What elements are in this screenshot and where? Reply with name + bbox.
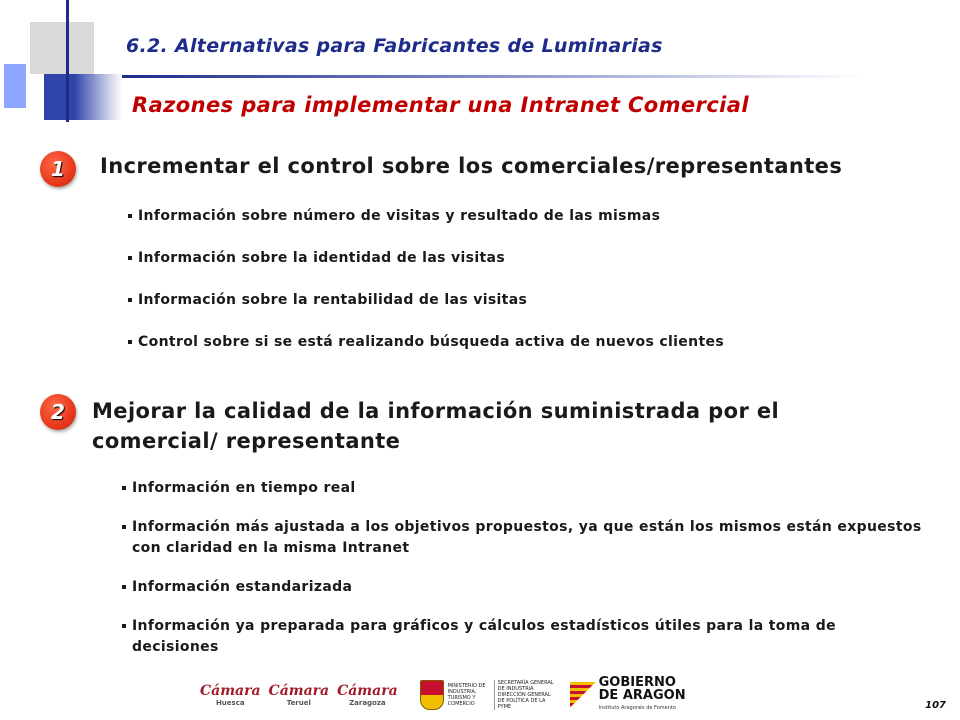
point-2-bullet-list (122, 478, 922, 676)
bullet-icon (122, 525, 126, 529)
camara-zaragoza-logo: Cámara Zaragoza (337, 682, 398, 707)
aragon-flag-icon (570, 682, 596, 708)
bullet-icon (128, 214, 132, 218)
section-title: 6.2. Alternativas para Fabricantes de Luminarias (126, 35, 663, 57)
list-item: Información en tiempo real (122, 478, 922, 499)
ministerio-text: MINISTERIO DE INDUSTRIA, TURISMO Y COMERCIO (447, 683, 486, 707)
bullet-icon (128, 298, 132, 302)
point-1-bullet-list (128, 206, 908, 374)
corner-decoration-light-blue (4, 64, 26, 108)
point-2-heading: Mejorar la calidad de la información suministrada por el comercial/ representante (92, 399, 780, 453)
corner-decoration-fade (74, 74, 122, 120)
bullet-icon (128, 340, 132, 344)
number-badge-1: 1 (40, 151, 76, 187)
corner-decoration-blue (44, 74, 74, 120)
list-item: Información sobre la rentabilidad de las visitas (128, 290, 908, 311)
list-item: Información estandarizada (122, 577, 922, 598)
list-item: Información sobre número de visitas y resultado de las mismas (128, 206, 908, 227)
corner-decoration-gray (30, 22, 94, 74)
gobierno-aragon-logo (570, 676, 686, 715)
camara-huesca-logo: Cámara Huesca (200, 682, 261, 707)
number-badge-2: 2 (40, 394, 76, 430)
list-item: Información ya preparada para gráficos y cálculos estadísticos útiles para la toma de decisiones (122, 616, 922, 658)
bullet-icon (122, 624, 126, 628)
page-number: 107 (925, 700, 946, 711)
slide-subtitle: Razones para implementar una Intranet Comercial (132, 93, 749, 117)
camara-teruel-logo: Cámara Teruel (268, 682, 330, 707)
ministerio-logo (420, 680, 556, 710)
gobierno-subtitle: Instituto Aragonés de Fomento (598, 704, 676, 711)
bullet-icon (122, 585, 126, 589)
list-item: Información sobre la identidad de las visitas (128, 248, 908, 269)
gobierno-line1: GOBIERNO (598, 674, 676, 690)
list-item: Información más ajustada a los objetivos propuestos, ya que están los mismos están expuestos con claridad en la misma Intranet (122, 517, 922, 559)
horizontal-rule (122, 75, 862, 78)
secretaria-text: SECRETARÍA GENERAL DE INDUSTRIA DIRECCIÓN GENERAL DE POLÍTICA DE LA PYME (494, 680, 556, 710)
bullet-icon (128, 256, 132, 260)
vertical-rule (66, 0, 69, 122)
bullet-icon (122, 486, 126, 490)
spain-shield-icon (420, 680, 444, 710)
list-item: Control sobre si se está realizando búsqueda activa de nuevos clientes (128, 332, 908, 353)
footer-logos (200, 674, 710, 716)
gobierno-line2: DE ARAGON (598, 687, 686, 703)
point-1-heading: Incrementar el control sobre los comerciales/representantes (100, 154, 843, 178)
